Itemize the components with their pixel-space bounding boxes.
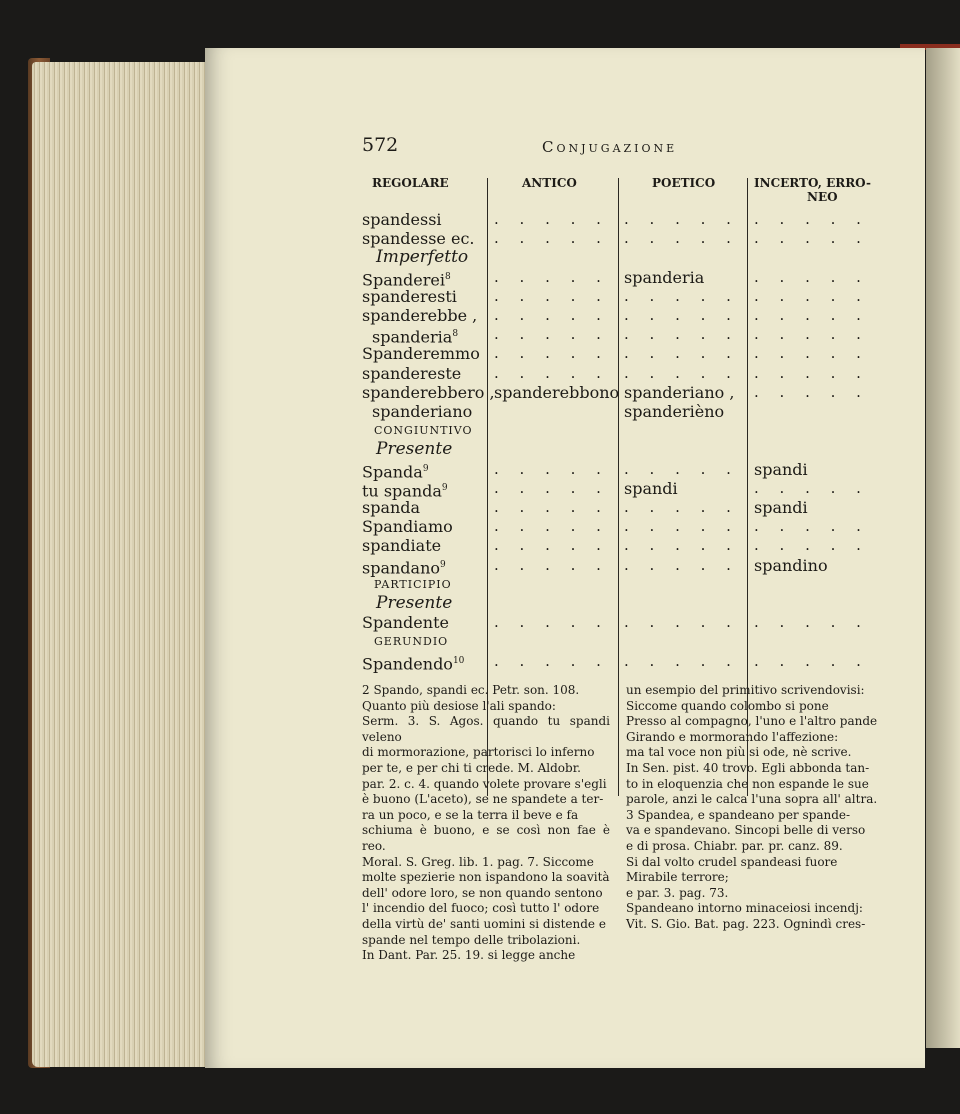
cell-incerto: spandino	[754, 555, 828, 575]
table-row	[362, 229, 882, 248]
cell-poetico: . . . . .	[624, 555, 739, 574]
cell-regolare: PARTICIPIO	[374, 577, 452, 591]
column-headers	[362, 176, 882, 206]
table-row	[362, 440, 882, 459]
cell-incerto: spandi	[754, 498, 808, 517]
cell-regolare: Spandendo$^{10}$	[362, 653, 465, 673]
page-number: 572	[362, 134, 399, 156]
cell-poetico: spanderia	[624, 267, 705, 287]
cell-antico: . . . . .	[494, 478, 609, 497]
cell-poetico: . . . . .	[624, 210, 739, 228]
cell-incerto: . . . . .	[754, 267, 869, 286]
cell-antico: . . . . .	[494, 517, 609, 536]
footnote-marker: 9	[441, 482, 448, 493]
cell-incerto: . . . . .	[754, 517, 869, 536]
cell-incerto: . . . . .	[754, 363, 869, 382]
cell-poetico: . . . . .	[624, 613, 739, 632]
page-edges	[32, 62, 222, 1067]
cell-antico: . . . . .	[494, 286, 609, 305]
cell-incerto: . . . . .	[754, 306, 869, 324]
cell-antico: . . . . .	[494, 210, 609, 228]
cell-incerto: . . . . .	[754, 229, 869, 248]
cell-regolare: Spandente	[362, 613, 449, 633]
cell-poetico: . . . . .	[624, 306, 739, 324]
cell-poetico: . . . . .	[624, 286, 739, 305]
header-regolare: REGOLARE	[372, 176, 449, 190]
cell-poetico: . . . . .	[624, 517, 739, 536]
header-incerto-2: NEO	[807, 190, 838, 204]
facing-page-edge	[926, 48, 960, 1048]
cell-regolare: Presente	[376, 593, 453, 613]
cell-antico: . . . . .	[494, 267, 609, 286]
footnote-line: e di prosa. Chiabr. par. pr. canz. 89.	[626, 838, 843, 853]
cell-regolare: spanderesti	[362, 286, 457, 306]
header-incerto: INCERTO, ERRO-	[754, 176, 872, 190]
cell-regolare: Spanda$^9$	[362, 461, 429, 481]
footnotes-left	[362, 683, 610, 964]
cell-incerto: . . . . .	[754, 344, 869, 363]
cell-antico: spanderebbono	[494, 382, 620, 402]
cell-incerto: . . . . .	[754, 325, 869, 344]
cell-regolare: Spanderei$^8$	[362, 269, 451, 289]
footnote-marker: 10	[452, 655, 465, 666]
table-row	[362, 536, 882, 555]
cell-regolare: spandereste	[362, 363, 462, 383]
cell-poetico: . . . . .	[624, 229, 739, 248]
cell-poetico: spandi	[624, 478, 678, 498]
footnote-line: Mirabile terrore;	[626, 870, 729, 885]
cell-regolare: spanderebbero ,	[362, 382, 495, 402]
footnote-marker: 9	[440, 559, 446, 570]
footnote-line: In Dant. Par. 25. 19. si legge anche	[362, 948, 576, 963]
cell-regolare: spanderia$^8$	[372, 327, 459, 347]
footnote-line: un esempio del primitivo scrivendovisi:	[626, 683, 865, 697]
cell-poetico: . . . . .	[624, 498, 739, 516]
cell-regolare: spandiate	[362, 536, 442, 556]
cell-antico: . . . . .	[494, 651, 609, 670]
cell-incerto: . . . . .	[754, 382, 869, 401]
footnote-line: schiuma è buono, e se così non fae è reo.	[362, 823, 610, 853]
footnote-marker: 9	[422, 463, 429, 474]
footnote-line: e par. 3. pag. 73.	[626, 885, 729, 900]
footnote-line: Vit. S. Gio. Bat. pag. 223. Ognindì cres-	[626, 916, 866, 931]
footnote-line: Siccome quando colombo si pone	[626, 698, 829, 713]
footnote-line: di mormorazione, partorisci lo inferno	[362, 745, 595, 760]
cell-regolare: spanderebbe ,	[362, 306, 478, 325]
footnote-line: è buono (L'aceto), se ne spandete a ter-	[362, 792, 604, 807]
running-title: Conjugazione	[542, 138, 678, 156]
cell-incerto: spandi	[754, 459, 808, 479]
footnote-line: molte spezierie non ispandono la soavità	[362, 870, 610, 885]
footnote-marker: 8	[452, 329, 459, 340]
footnote-marker: 8	[445, 271, 451, 282]
cell-regolare: spanderiano	[372, 402, 473, 421]
cell-regolare: spandano$^9$	[362, 557, 446, 577]
cell-antico: . . . . .	[494, 363, 609, 382]
cell-regolare: Presente	[376, 439, 453, 460]
table-row	[362, 383, 882, 402]
footnote-line: Girando e mormorando l'affezione:	[626, 729, 839, 744]
cell-regolare: Spandiamo	[362, 517, 453, 537]
table-row	[362, 498, 882, 517]
header-poetico: POETICO	[652, 176, 716, 190]
table-row	[362, 287, 882, 306]
running-head	[362, 128, 882, 158]
table-row	[362, 594, 882, 613]
table-row	[362, 460, 882, 479]
footnote-line: parole, anzi le calca l'una sopra all' altra.	[626, 792, 878, 807]
footnote-line: Moral. S. Greg. lib. 1. pag. 7. Siccome	[362, 854, 594, 869]
footnote-line: Quanto più desiose l'ali spando:	[362, 698, 556, 713]
footnote-line: Presso al compagno, l'uno e l'altro pande	[626, 714, 878, 729]
cell-antico: . . . . .	[494, 325, 609, 344]
cell-incerto: . . . . .	[754, 613, 869, 632]
table-row	[362, 556, 882, 575]
footnote-line: 2 Spando, spandi ec. Petr. son. 108.	[362, 683, 580, 697]
cell-regolare: Imperfetto	[376, 247, 469, 268]
cell-regolare: GERUNDIO	[374, 635, 449, 649]
cell-antico: . . . . .	[494, 555, 609, 574]
cell-regolare: spandessi	[362, 210, 442, 229]
cell-antico: . . . . .	[494, 306, 609, 324]
table-row	[362, 325, 882, 347]
cell-antico: . . . . .	[494, 459, 609, 478]
footnote-line: dell' odore loro, se non quando sentono	[362, 885, 603, 900]
table-row	[362, 652, 882, 671]
cell-regolare: spanda	[362, 498, 421, 517]
cell-incerto: . . . . .	[754, 210, 869, 228]
cell-poetico: . . . . .	[624, 459, 739, 478]
footnote-line: Spandeano intorno minaceiosi incendj:	[626, 901, 863, 916]
table-row	[362, 210, 882, 229]
cell-antico: . . . . .	[494, 229, 609, 248]
footnote-line: par. 2. c. 4. quando volete provare s'egli	[362, 776, 607, 791]
footnote-line: della virtù de' santi uomini si distende e	[362, 916, 606, 931]
cell-poetico: . . . . .	[624, 325, 739, 344]
footnotes-right	[626, 683, 884, 933]
table-row	[362, 478, 882, 501]
table-row	[362, 632, 882, 651]
table-row	[362, 517, 882, 536]
table-row	[362, 575, 882, 594]
cell-antico: . . . . .	[494, 498, 609, 516]
table-row	[362, 402, 882, 421]
table-row	[362, 364, 882, 383]
cell-antico: . . . . .	[494, 536, 609, 555]
footnote-line: ma tal voce non più si ode, nè scrive.	[626, 745, 852, 760]
cell-poetico: spanderièno	[624, 402, 725, 421]
cell-incerto: . . . . .	[754, 478, 869, 497]
cell-antico: . . . . .	[494, 344, 609, 363]
table-row	[362, 421, 882, 440]
cell-poetico: . . . . .	[624, 651, 739, 670]
table-row	[362, 268, 882, 287]
table-row	[362, 344, 882, 363]
cell-poetico: spanderiano ,	[624, 382, 735, 402]
cell-regolare: CONGIUNTIVO	[374, 424, 473, 438]
footnote-line: Serm. 3. S. Agos. quando tu spandi veleno	[362, 714, 610, 744]
cell-incerto: . . . . .	[754, 536, 869, 555]
footnote-line: 3 Spandea, e spandeano per spande-	[626, 807, 851, 822]
table-row	[362, 613, 882, 632]
cell-incerto: . . . . .	[754, 286, 869, 305]
cell-poetico: . . . . .	[624, 363, 739, 382]
cell-poetico: . . . . .	[624, 536, 739, 555]
cell-regolare: spandesse ec.	[362, 229, 475, 249]
footnote-line: per te, e per chi ti crede. M. Aldobr.	[362, 760, 581, 775]
footnote-line: l' incendio del fuoco; così tutto l' odore	[362, 901, 600, 916]
footnote-line: va e spandevano. Sincopi belle di verso	[626, 823, 866, 838]
footnote-line: ra un poco, e se la terra il beve e fa	[362, 807, 579, 822]
footnote-line: spande nel tempo delle tribolazioni.	[362, 932, 581, 947]
cell-incerto: . . . . .	[754, 651, 869, 670]
cell-poetico: . . . . .	[624, 344, 739, 363]
cell-antico: . . . . .	[494, 613, 609, 632]
footnote-line: Si dal volto crudel spandeasi fuore	[626, 854, 838, 869]
cell-regolare: tu spanda$^9$	[362, 481, 448, 501]
table-row	[362, 248, 882, 267]
table-row	[362, 306, 882, 325]
header-antico: ANTICO	[522, 176, 577, 190]
footnote-line: In Sen. pist. 40 trovo. Egli abbonda tan-	[626, 760, 870, 775]
cell-regolare: Spanderemmo	[362, 344, 480, 364]
footnote-line: to in eloquenzia che non espande le sue	[626, 776, 869, 791]
